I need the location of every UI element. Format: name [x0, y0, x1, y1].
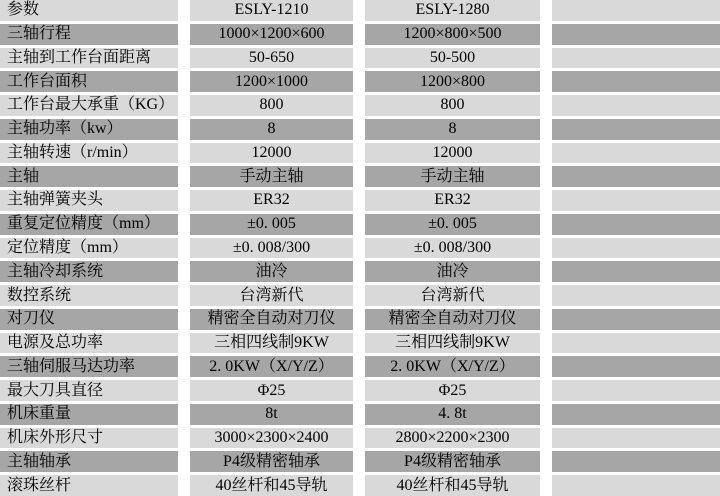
value-cell-esly-1280: 8: [365, 119, 540, 140]
row-label-cell: 数控系统: [0, 285, 178, 306]
value-cell-esly-1280: ±0. 005: [365, 214, 540, 235]
row-label-cell: 工作台面积: [0, 71, 178, 92]
value-cell-esly-1280: 2800×2200×2300: [365, 428, 540, 449]
row-label-cell: 机床重量: [0, 404, 178, 425]
row-label-cell: 主轴冷却系统: [0, 261, 178, 282]
row-label-cell: 工作台最大承重（KG）: [0, 95, 178, 116]
empty-cell: [552, 190, 720, 211]
value-cell-esly-1280: 1200×800: [365, 71, 540, 92]
value-cell-esly-1210: 8t: [190, 404, 353, 425]
row-label-cell: 三轴伺服马达功率: [0, 356, 178, 377]
row-label-cell: 重复定位精度（mm）: [0, 214, 178, 235]
empty-cell: [552, 71, 720, 92]
value-cell-esly-1280: ER32: [365, 190, 540, 211]
empty-cell: [552, 261, 720, 282]
empty-cell: [552, 428, 720, 449]
value-cell-esly-1210: ±0. 005: [190, 214, 353, 235]
row-label-cell: 电源及总功率: [0, 333, 178, 354]
value-cell-esly-1210: 三相四线制9KW: [190, 333, 353, 354]
value-cell-esly-1280: 1200×800×500: [365, 24, 540, 45]
value-cell-esly-1280: 油冷: [365, 261, 540, 282]
empty-cell: [552, 24, 720, 45]
empty-cell: [552, 475, 720, 496]
empty-cell: [552, 119, 720, 140]
value-cell-esly-1210: 1000×1200×600: [190, 24, 353, 45]
empty-cell: [552, 333, 720, 354]
row-label-cell: 主轴轴承: [0, 451, 178, 472]
empty-cell: [552, 451, 720, 472]
row-label-cell: 主轴到工作台面距离: [0, 48, 178, 69]
empty-cell: [552, 214, 720, 235]
value-cell-esly-1210: 12000: [190, 143, 353, 164]
param-header-cell: 参数: [0, 0, 178, 21]
value-cell-esly-1280: Φ25: [365, 380, 540, 401]
row-label-cell: 主轴功率（kw）: [0, 119, 178, 140]
empty-cell: [552, 238, 720, 259]
row-label-cell: 对刀仪: [0, 309, 178, 330]
value-cell-esly-1210: 台湾新代: [190, 285, 353, 306]
value-cell-esly-1210: ER32: [190, 190, 353, 211]
value-cell-esly-1210: ±0. 008/300: [190, 238, 353, 259]
empty-cell: [552, 356, 720, 377]
row-label-cell: 定位精度（mm）: [0, 238, 178, 259]
value-cell-esly-1210: 油冷: [190, 261, 353, 282]
value-cell-esly-1210: 3000×2300×2400: [190, 428, 353, 449]
value-cell-esly-1210: 精密全自动对刀仪: [190, 309, 353, 330]
value-cell-esly-1280: 4. 8t: [365, 404, 540, 425]
value-cell-esly-1210: 手动主轴: [190, 166, 353, 187]
row-label-cell: 主轴转速（r/min）: [0, 143, 178, 164]
value-cell-esly-1280: 800: [365, 95, 540, 116]
row-label-cell: 滚珠丝杆: [0, 475, 178, 496]
value-cell-esly-1280: 50-500: [365, 48, 540, 69]
empty-cell: [552, 285, 720, 306]
value-cell-esly-1280: 12000: [365, 143, 540, 164]
value-cell-esly-1210: 1200×1000: [190, 71, 353, 92]
row-label-cell: 主轴弹簧夹头: [0, 190, 178, 211]
value-cell-esly-1280: P4级精密轴承: [365, 451, 540, 472]
model-header-cell-esly-1210: ESLY-1210: [190, 0, 353, 21]
value-cell-esly-1280: 三相四线制9KW: [365, 333, 540, 354]
value-cell-esly-1210: 800: [190, 95, 353, 116]
model-header-cell-esly-1280: ESLY-1280: [365, 0, 540, 21]
value-cell-esly-1210: P4级精密轴承: [190, 451, 353, 472]
empty-cell: [552, 143, 720, 164]
value-cell-esly-1210: 40丝杆和45导轨: [190, 475, 353, 496]
value-cell-esly-1210: 8: [190, 119, 353, 140]
value-cell-esly-1280: 手动主轴: [365, 166, 540, 187]
empty-cell: [552, 380, 720, 401]
value-cell-esly-1280: 2. 0KW（X/Y/Z）: [365, 356, 540, 377]
value-cell-esly-1210: Φ25: [190, 380, 353, 401]
value-cell-esly-1280: 40丝杆和45导轨: [365, 475, 540, 496]
empty-cell: [552, 48, 720, 69]
row-label-cell: 最大刀具直径: [0, 380, 178, 401]
value-cell-esly-1280: 精密全自动对刀仪: [365, 309, 540, 330]
value-cell-esly-1280: ±0. 008/300: [365, 238, 540, 259]
value-cell-esly-1210: 2. 0KW（X/Y/Z）: [190, 356, 353, 377]
row-label-cell: 三轴行程: [0, 24, 178, 45]
empty-cell: [552, 404, 720, 425]
value-cell-esly-1210: 50-650: [190, 48, 353, 69]
value-cell-esly-1280: 台湾新代: [365, 285, 540, 306]
empty-cell: [552, 166, 720, 187]
empty-cell: [552, 309, 720, 330]
empty-header-cell: [552, 0, 720, 21]
empty-cell: [552, 95, 720, 116]
row-label-cell: 机床外形尺寸: [0, 428, 178, 449]
row-label-cell: 主轴: [0, 166, 178, 187]
